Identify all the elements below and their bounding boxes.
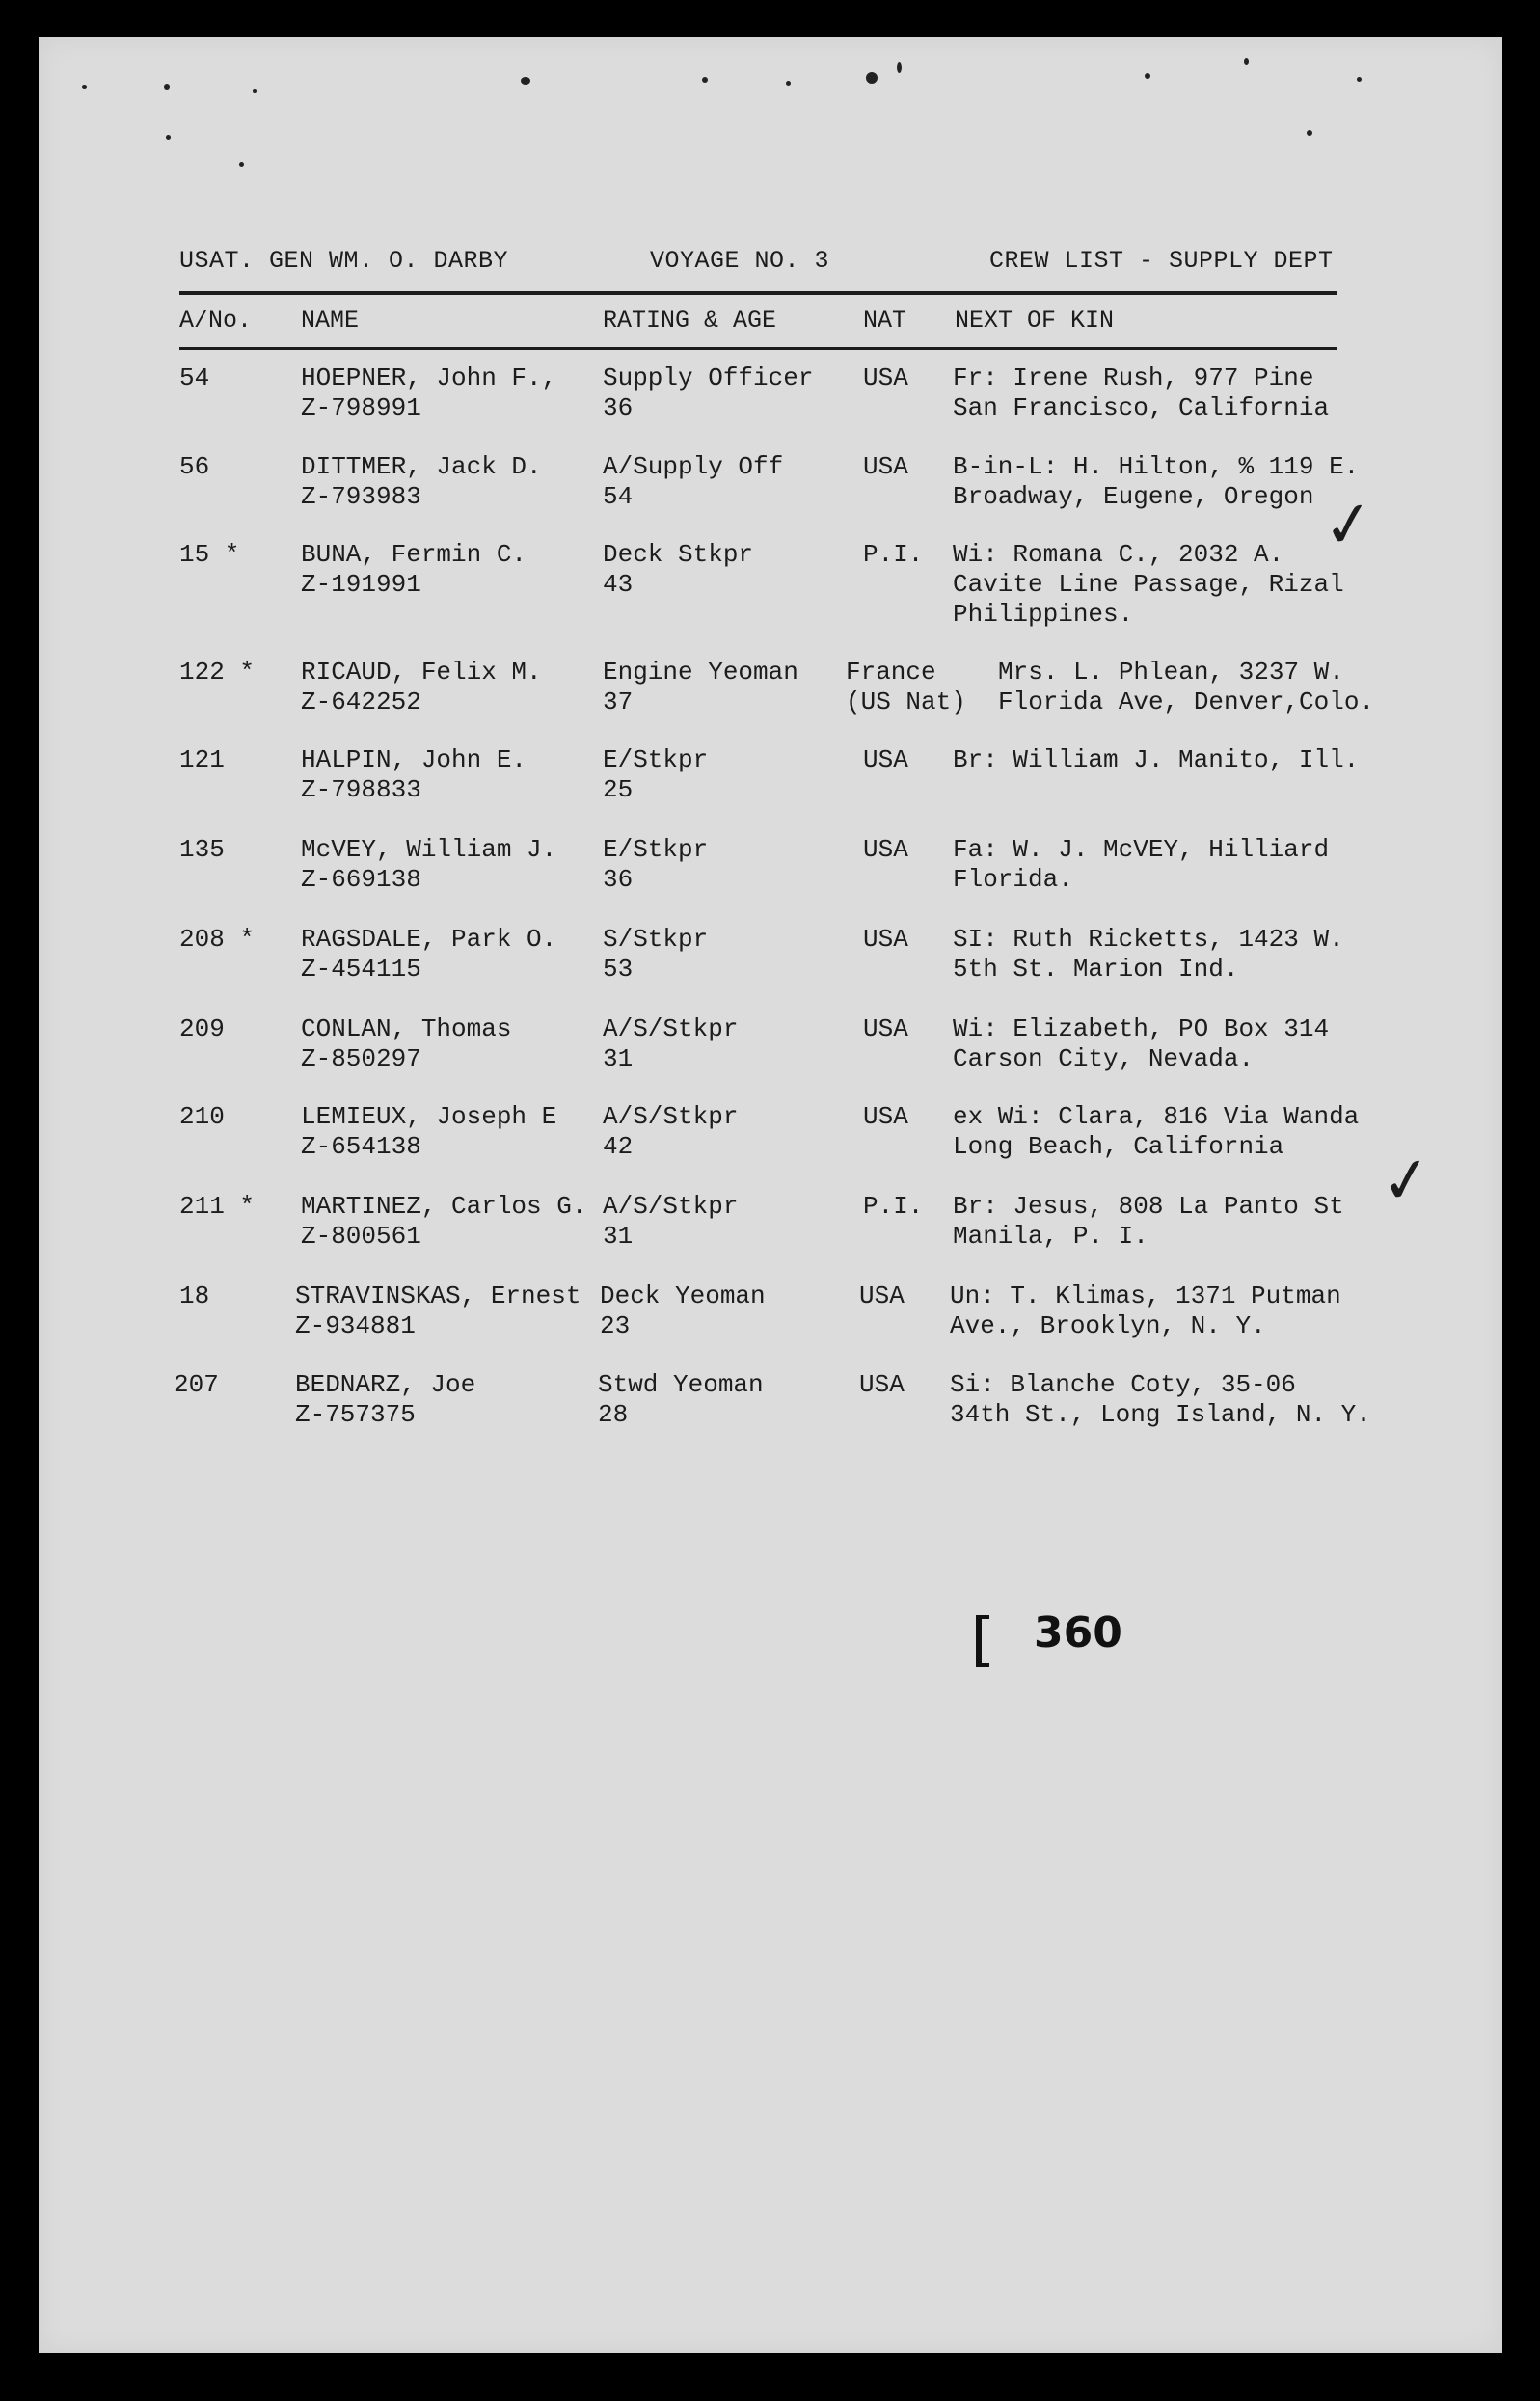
rating-text: A/S/Stkpr <box>603 1102 739 1131</box>
nat-note <box>863 393 908 423</box>
kin-line <box>953 775 1359 805</box>
nat-note <box>863 1044 908 1074</box>
voyage-number: VOYAGE NO. 3 <box>650 247 830 275</box>
kin-line: Ave., Brooklyn, N. Y. <box>950 1311 1266 1340</box>
table-row <box>0 925 1540 992</box>
column-heading-name: NAME <box>301 307 360 335</box>
rating-cell <box>603 540 753 600</box>
age-text: 53 <box>603 955 634 984</box>
name-cell <box>301 1102 556 1162</box>
name-cell <box>301 1192 586 1252</box>
name-text: BEDNARZ, Joe <box>295 1370 476 1399</box>
rating-text: A/Supply Off <box>603 452 784 481</box>
name-cell <box>301 364 556 423</box>
header-rule <box>179 291 1337 295</box>
name-cell <box>301 925 556 985</box>
rating-text: A/S/Stkpr <box>603 1192 739 1221</box>
table-row <box>0 658 1540 725</box>
nat-cell <box>863 1102 908 1162</box>
age-text: 37 <box>603 688 634 716</box>
kin-cell <box>953 835 1329 925</box>
rating-cell <box>603 452 783 512</box>
ano-cell: 56 <box>179 452 210 481</box>
rating-text: Deck Stkpr <box>603 540 754 569</box>
kin-line: Fa: W. J. McVEY, Hilliard <box>953 835 1330 864</box>
ano-cell: 211 * <box>179 1192 256 1221</box>
age-text: 36 <box>603 393 634 422</box>
name-cell <box>301 452 542 512</box>
nat-cell <box>863 1014 908 1074</box>
bracket-mark <box>976 1615 989 1667</box>
check-mark-icon: ✓ <box>1376 1142 1438 1221</box>
kin-line: Broadway, Eugene, Oregon <box>953 482 1314 511</box>
rating-text: E/Stkpr <box>603 835 709 864</box>
ano-cell: 122 * <box>179 658 256 687</box>
nat-note <box>863 865 908 895</box>
column-heading-kin: NEXT OF KIN <box>955 307 1115 335</box>
kin-cell <box>953 1014 1329 1104</box>
z-number: Z-798991 <box>301 393 421 422</box>
z-number: Z-654138 <box>301 1132 421 1161</box>
rating-cell <box>603 925 708 985</box>
nat-text: USA <box>859 1281 905 1310</box>
nat-text: P.I. <box>863 540 924 569</box>
ano-cell: 210 <box>179 1102 225 1131</box>
list-title: CREW LIST - SUPPLY DEPT <box>989 247 1334 275</box>
rating-cell <box>600 1281 766 1341</box>
nat-text: USA <box>863 364 908 392</box>
column-heading-rule <box>179 347 1337 350</box>
table-row <box>0 745 1540 813</box>
name-text: STRAVINSKAS, Ernest <box>295 1281 581 1310</box>
rating-cell <box>603 745 708 805</box>
name-text: LEMIEUX, Joseph E <box>301 1102 557 1131</box>
name-text: HALPIN, John E. <box>301 745 527 774</box>
kin-cell <box>953 452 1359 542</box>
table-row <box>0 452 1540 520</box>
kin-line: 34th St., Long Island, N. Y. <box>950 1400 1371 1429</box>
ano-cell: 209 <box>179 1014 225 1043</box>
nat-note: (US Nat) <box>846 688 966 716</box>
kin-line <box>953 895 1329 925</box>
ship-name: USAT. GEN WM. O. DARBY <box>179 247 509 275</box>
kin-line <box>998 717 1374 747</box>
rating-text: S/Stkpr <box>603 925 709 954</box>
rating-cell <box>603 835 708 895</box>
table-row <box>0 1370 1540 1438</box>
column-heading-rating: RATING & AGE <box>603 307 777 335</box>
name-text: DITTMER, Jack D. <box>301 452 542 481</box>
ano-cell: 54 <box>179 364 210 392</box>
age-text: 54 <box>603 482 634 511</box>
kin-line <box>953 805 1359 835</box>
kin-line: Mrs. L. Phlean, 3237 W. <box>998 658 1344 687</box>
nat-text: USA <box>863 925 908 954</box>
speck <box>82 85 87 89</box>
rating-text: Stwd Yeoman <box>598 1370 764 1399</box>
kin-line: Br: Jesus, 808 La Panto St <box>953 1192 1344 1221</box>
nat-text: USA <box>863 1102 908 1131</box>
ano-cell: 18 <box>179 1281 210 1310</box>
kin-line <box>953 1252 1344 1281</box>
nat-note <box>863 570 923 600</box>
nat-note <box>859 1400 905 1430</box>
z-number: Z-669138 <box>301 865 421 894</box>
age-text: 25 <box>603 775 634 804</box>
kin-line: Cavite Line Passage, Rizal <box>953 570 1344 599</box>
nat-text: France <box>846 658 936 687</box>
table-row <box>0 364 1540 431</box>
rating-cell <box>603 364 813 423</box>
table-row <box>0 1281 1540 1349</box>
kin-line: Manila, P. I. <box>953 1222 1148 1251</box>
kin-line: Fr: Irene Rush, 977 Pine <box>953 364 1314 392</box>
z-number: Z-454115 <box>301 955 421 984</box>
rating-text: Deck Yeoman <box>600 1281 766 1310</box>
kin-cell <box>953 1102 1359 1192</box>
name-text: MARTINEZ, Carlos G. <box>301 1192 587 1221</box>
nat-cell <box>863 364 908 423</box>
name-text: HOEPNER, John F., <box>301 364 557 392</box>
nat-cell <box>863 1192 923 1252</box>
nat-cell <box>863 540 923 600</box>
check-mark-icon: ✓ <box>1318 486 1380 565</box>
name-cell <box>295 1281 581 1341</box>
column-heading-ano: A/No. <box>179 307 253 335</box>
z-number: Z-642252 <box>301 688 421 716</box>
age-text: 31 <box>603 1222 634 1251</box>
nat-text: USA <box>863 745 908 774</box>
age-text: 42 <box>603 1132 634 1161</box>
kin-cell <box>953 1192 1344 1281</box>
kin-cell <box>950 1370 1371 1460</box>
speck <box>1357 77 1362 82</box>
age-text: 23 <box>600 1311 631 1340</box>
nat-note <box>863 1222 923 1252</box>
kin-line: Si: Blanche Coty, 35-06 <box>950 1370 1296 1399</box>
nat-text: USA <box>859 1370 905 1399</box>
table-row <box>0 1192 1540 1259</box>
nat-cell <box>846 658 966 717</box>
column-heading-nat: NAT <box>863 307 907 335</box>
kin-line: Br: William J. Manito, Ill. <box>953 745 1360 774</box>
rating-cell <box>598 1370 764 1430</box>
kin-line: ex Wi: Clara, 816 Via Wanda <box>953 1102 1360 1131</box>
speck <box>253 89 257 93</box>
kin-line <box>953 985 1344 1014</box>
age-text: 43 <box>603 570 634 599</box>
speck <box>897 62 902 73</box>
age-text: 36 <box>603 865 634 894</box>
name-cell <box>301 745 527 805</box>
name-cell <box>301 1014 511 1074</box>
speck <box>786 81 791 86</box>
kin-line: B-in-L: H. Hilton, % 119 E. <box>953 452 1360 481</box>
z-number: Z-850297 <box>301 1044 421 1073</box>
rating-cell <box>603 658 798 717</box>
kin-line: Philippines. <box>953 600 1134 629</box>
z-number: Z-793983 <box>301 482 421 511</box>
kin-cell <box>998 658 1374 747</box>
table-row <box>0 1014 1540 1082</box>
z-number: Z-191991 <box>301 570 421 599</box>
nat-note <box>859 1311 905 1341</box>
kin-line: Florida. <box>953 865 1073 894</box>
ano-cell: 15 * <box>179 540 240 569</box>
name-cell <box>295 1370 475 1430</box>
kin-line: 5th St. Marion Ind. <box>953 955 1239 984</box>
rating-text: Supply Officer <box>603 364 814 392</box>
kin-line: San Francisco, California <box>953 393 1330 422</box>
rating-cell <box>603 1192 738 1252</box>
table-row <box>0 540 1540 629</box>
name-cell <box>301 658 542 717</box>
name-cell <box>301 540 527 600</box>
speck <box>521 77 530 85</box>
nat-cell <box>863 452 908 512</box>
kin-cell <box>953 745 1359 835</box>
nat-note <box>863 775 908 805</box>
z-number: Z-757375 <box>295 1400 416 1429</box>
speck <box>166 135 171 140</box>
nat-cell <box>863 925 908 985</box>
ano-cell: 208 * <box>179 925 256 954</box>
nat-cell <box>859 1370 905 1430</box>
kin-line <box>950 1341 1341 1371</box>
kin-line <box>953 512 1359 542</box>
name-text: RICAUD, Felix M. <box>301 658 542 687</box>
kin-cell <box>953 925 1344 1014</box>
nat-text: P.I. <box>863 1192 924 1221</box>
speck <box>1145 73 1150 79</box>
rating-text: Engine Yeoman <box>603 658 798 687</box>
kin-line: Carson City, Nevada. <box>953 1044 1255 1073</box>
rating-text: E/Stkpr <box>603 745 709 774</box>
speck <box>164 84 170 90</box>
nat-cell <box>863 835 908 895</box>
name-text: BUNA, Fermin C. <box>301 540 527 569</box>
kin-line: Florida Ave, Denver,Colo. <box>998 688 1375 716</box>
age-text: 31 <box>603 1044 634 1073</box>
z-number: Z-934881 <box>295 1311 416 1340</box>
nat-note <box>863 1132 908 1162</box>
nat-text: USA <box>863 1014 908 1043</box>
kin-cell <box>953 540 1344 630</box>
z-number: Z-798833 <box>301 775 421 804</box>
rating-cell <box>603 1014 738 1074</box>
document-header <box>179 247 1337 285</box>
nat-note <box>863 955 908 985</box>
kin-line <box>953 1074 1329 1104</box>
name-text: CONLAN, Thomas <box>301 1014 512 1043</box>
nat-cell <box>863 745 908 805</box>
table-row <box>0 1102 1540 1170</box>
kin-line: Wi: Elizabeth, PO Box 314 <box>953 1014 1330 1043</box>
speck <box>866 72 878 84</box>
name-cell <box>301 835 556 895</box>
nat-note <box>863 482 908 512</box>
kin-line: SI: Ruth Ricketts, 1423 W. <box>953 925 1344 954</box>
kin-line <box>953 423 1329 453</box>
page-number: 360 <box>1034 1608 1122 1658</box>
ano-cell: 207 <box>174 1370 219 1399</box>
ano-cell: 135 <box>179 835 225 864</box>
speck <box>1307 130 1312 136</box>
nat-cell <box>859 1281 905 1341</box>
z-number: Z-800561 <box>301 1222 421 1251</box>
kin-line: Wi: Romana C., 2032 A. <box>953 540 1284 569</box>
name-text: RAGSDALE, Park O. <box>301 925 557 954</box>
kin-line <box>950 1430 1371 1460</box>
ano-cell: 121 <box>179 745 225 774</box>
name-text: McVEY, William J. <box>301 835 557 864</box>
kin-line: Long Beach, California <box>953 1132 1284 1161</box>
table-row <box>0 835 1540 903</box>
kin-line: Un: T. Klimas, 1371 Putman <box>950 1281 1341 1310</box>
nat-text: USA <box>863 452 908 481</box>
kin-cell <box>953 364 1329 453</box>
speck <box>702 77 708 83</box>
speck <box>1244 58 1249 65</box>
kin-line <box>953 1162 1359 1192</box>
speck <box>239 162 244 167</box>
age-text: 28 <box>598 1400 629 1429</box>
rating-cell <box>603 1102 738 1162</box>
rating-text: A/S/Stkpr <box>603 1014 739 1043</box>
nat-text: USA <box>863 835 908 864</box>
kin-cell <box>950 1281 1341 1371</box>
